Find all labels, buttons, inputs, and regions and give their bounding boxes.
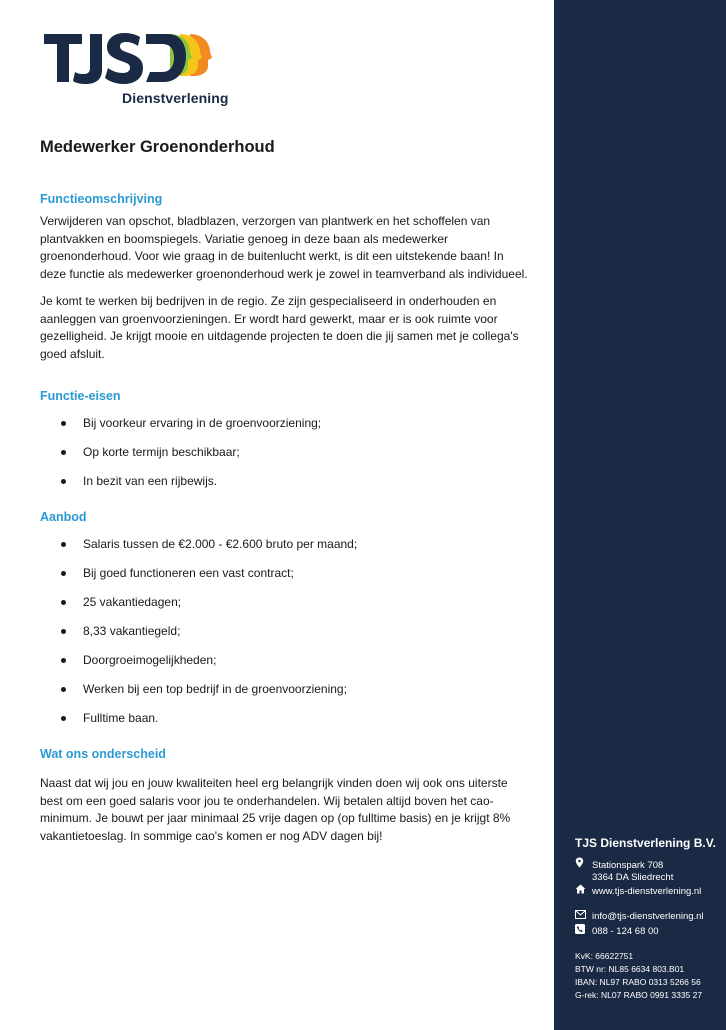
btw-number: BTW nr: NL85 6634 803.B01 — [575, 964, 685, 974]
bullet-icon — [61, 479, 66, 484]
section-aanbod — [40, 510, 530, 727]
page-title: Medewerker Groenonderhoud — [40, 138, 275, 156]
list-item: Fulltime baan. — [40, 710, 530, 727]
paragraph: Je komt te werken bij bedrijven in de regio. Ze zijn gespecialiseerd in onderhouden en aanleggen van groenvoorzieningen. Er wordt hard gewerkt, maar er is ook ruimte voor gezelligheid. Je krijgt mooie en uitdagende projecten te doen die jij samen met je collega's goed afsluit. — [40, 294, 519, 361]
list-item: Salaris tussen de €2.000 - €2.600 bruto per maand; — [40, 536, 530, 553]
section-functie-eisen — [40, 389, 530, 490]
list-item: Op korte termijn beschikbaar; — [40, 444, 530, 461]
website-line[interactable] — [575, 884, 701, 897]
section-onderscheid — [40, 747, 530, 845]
paragraph: Naast dat wij jou en jouw kwaliteiten heel erg belangrijk vinden doen wij ook ons uiterste best om een goed salaris voor jou te onderhandelen. Wij betalen altijd boven het cao-minimum. Je bouwt per jaar minimaal 25 vrije dagen op (op fulltime basis) en je krijgt 8% vakantietoeslag. In sommige cao's komen er nog ADV dagen bij! — [40, 776, 511, 843]
phone-icon — [575, 924, 589, 937]
bullet-icon — [61, 716, 66, 721]
grek-number: G-rek: NL07 RABO 0991 3335 27 — [575, 990, 703, 1000]
home-icon — [575, 884, 589, 897]
list-item: Doorgroeimogelijkheden; — [40, 652, 530, 669]
phone-line[interactable] — [575, 924, 659, 937]
section-heading: Functieomschrijving — [40, 192, 163, 206]
list-item: Bij voorkeur ervaring in de groenvoorziening; — [40, 415, 530, 432]
logo-subtitle: Dienstverlening — [122, 90, 229, 106]
iban-number: IBAN: NL97 RABO 0313 5266 56 — [575, 977, 701, 987]
company-name: TJS Dienstverlening B.V. — [575, 836, 716, 850]
bullet-icon — [61, 542, 66, 547]
email-line[interactable] — [575, 910, 704, 922]
list-item: In bezit van een rijbewijs. — [40, 473, 530, 490]
section-heading: Aanbod — [40, 510, 87, 524]
bullet-icon — [61, 450, 66, 455]
bullet-icon — [61, 629, 66, 634]
location-pin-icon — [575, 857, 589, 871]
bullet-icon — [61, 571, 66, 576]
section-heading: Wat ons onderscheid — [40, 747, 166, 761]
offer-list — [40, 536, 530, 727]
list-item: Werken bij een top bedrijf in de groenvoorziening; — [40, 681, 530, 698]
document-body — [40, 192, 530, 845]
website-link[interactable]: www.tjs-dienstverlening.nl — [592, 886, 702, 897]
bullet-icon — [61, 421, 66, 426]
company-logo — [40, 28, 229, 108]
kvk-number: KvK: 66622751 — [575, 951, 634, 961]
section-heading: Functie-eisen — [40, 389, 121, 403]
list-item: 8,33 vakantiegeld; — [40, 623, 530, 640]
bullet-icon — [61, 658, 66, 663]
email-link[interactable]: info@tjs-dienstverlening.nl — [592, 911, 704, 922]
envelope-icon — [575, 910, 589, 922]
requirements-list — [40, 415, 530, 490]
list-item: Bij goed functioneren een vast contract; — [40, 565, 530, 582]
section-functieomschrijving — [40, 192, 530, 363]
list-item: 25 vakantiedagen; — [40, 594, 530, 611]
address-line-2: 3364 DA Sliedrecht — [592, 872, 674, 883]
phone-number[interactable]: 088 - 124 68 00 — [592, 926, 659, 937]
paragraph: Verwijderen van opschot, bladblazen, verzorgen van plantwerk en het schoffelen van plantvakken en boomspiegels. Variatie genoeg in deze baan als medewerker groenonderhoud. Voor wie graag in de buitenlucht werkt, is dit een uitstekende baan! In deze functie als medewerker groenonderhoud werk je zowel in teamverband als individueel. — [40, 214, 528, 281]
bullet-icon — [61, 687, 66, 692]
bullet-icon — [61, 600, 66, 605]
address-line-1: Stationspark 708 — [575, 857, 663, 871]
